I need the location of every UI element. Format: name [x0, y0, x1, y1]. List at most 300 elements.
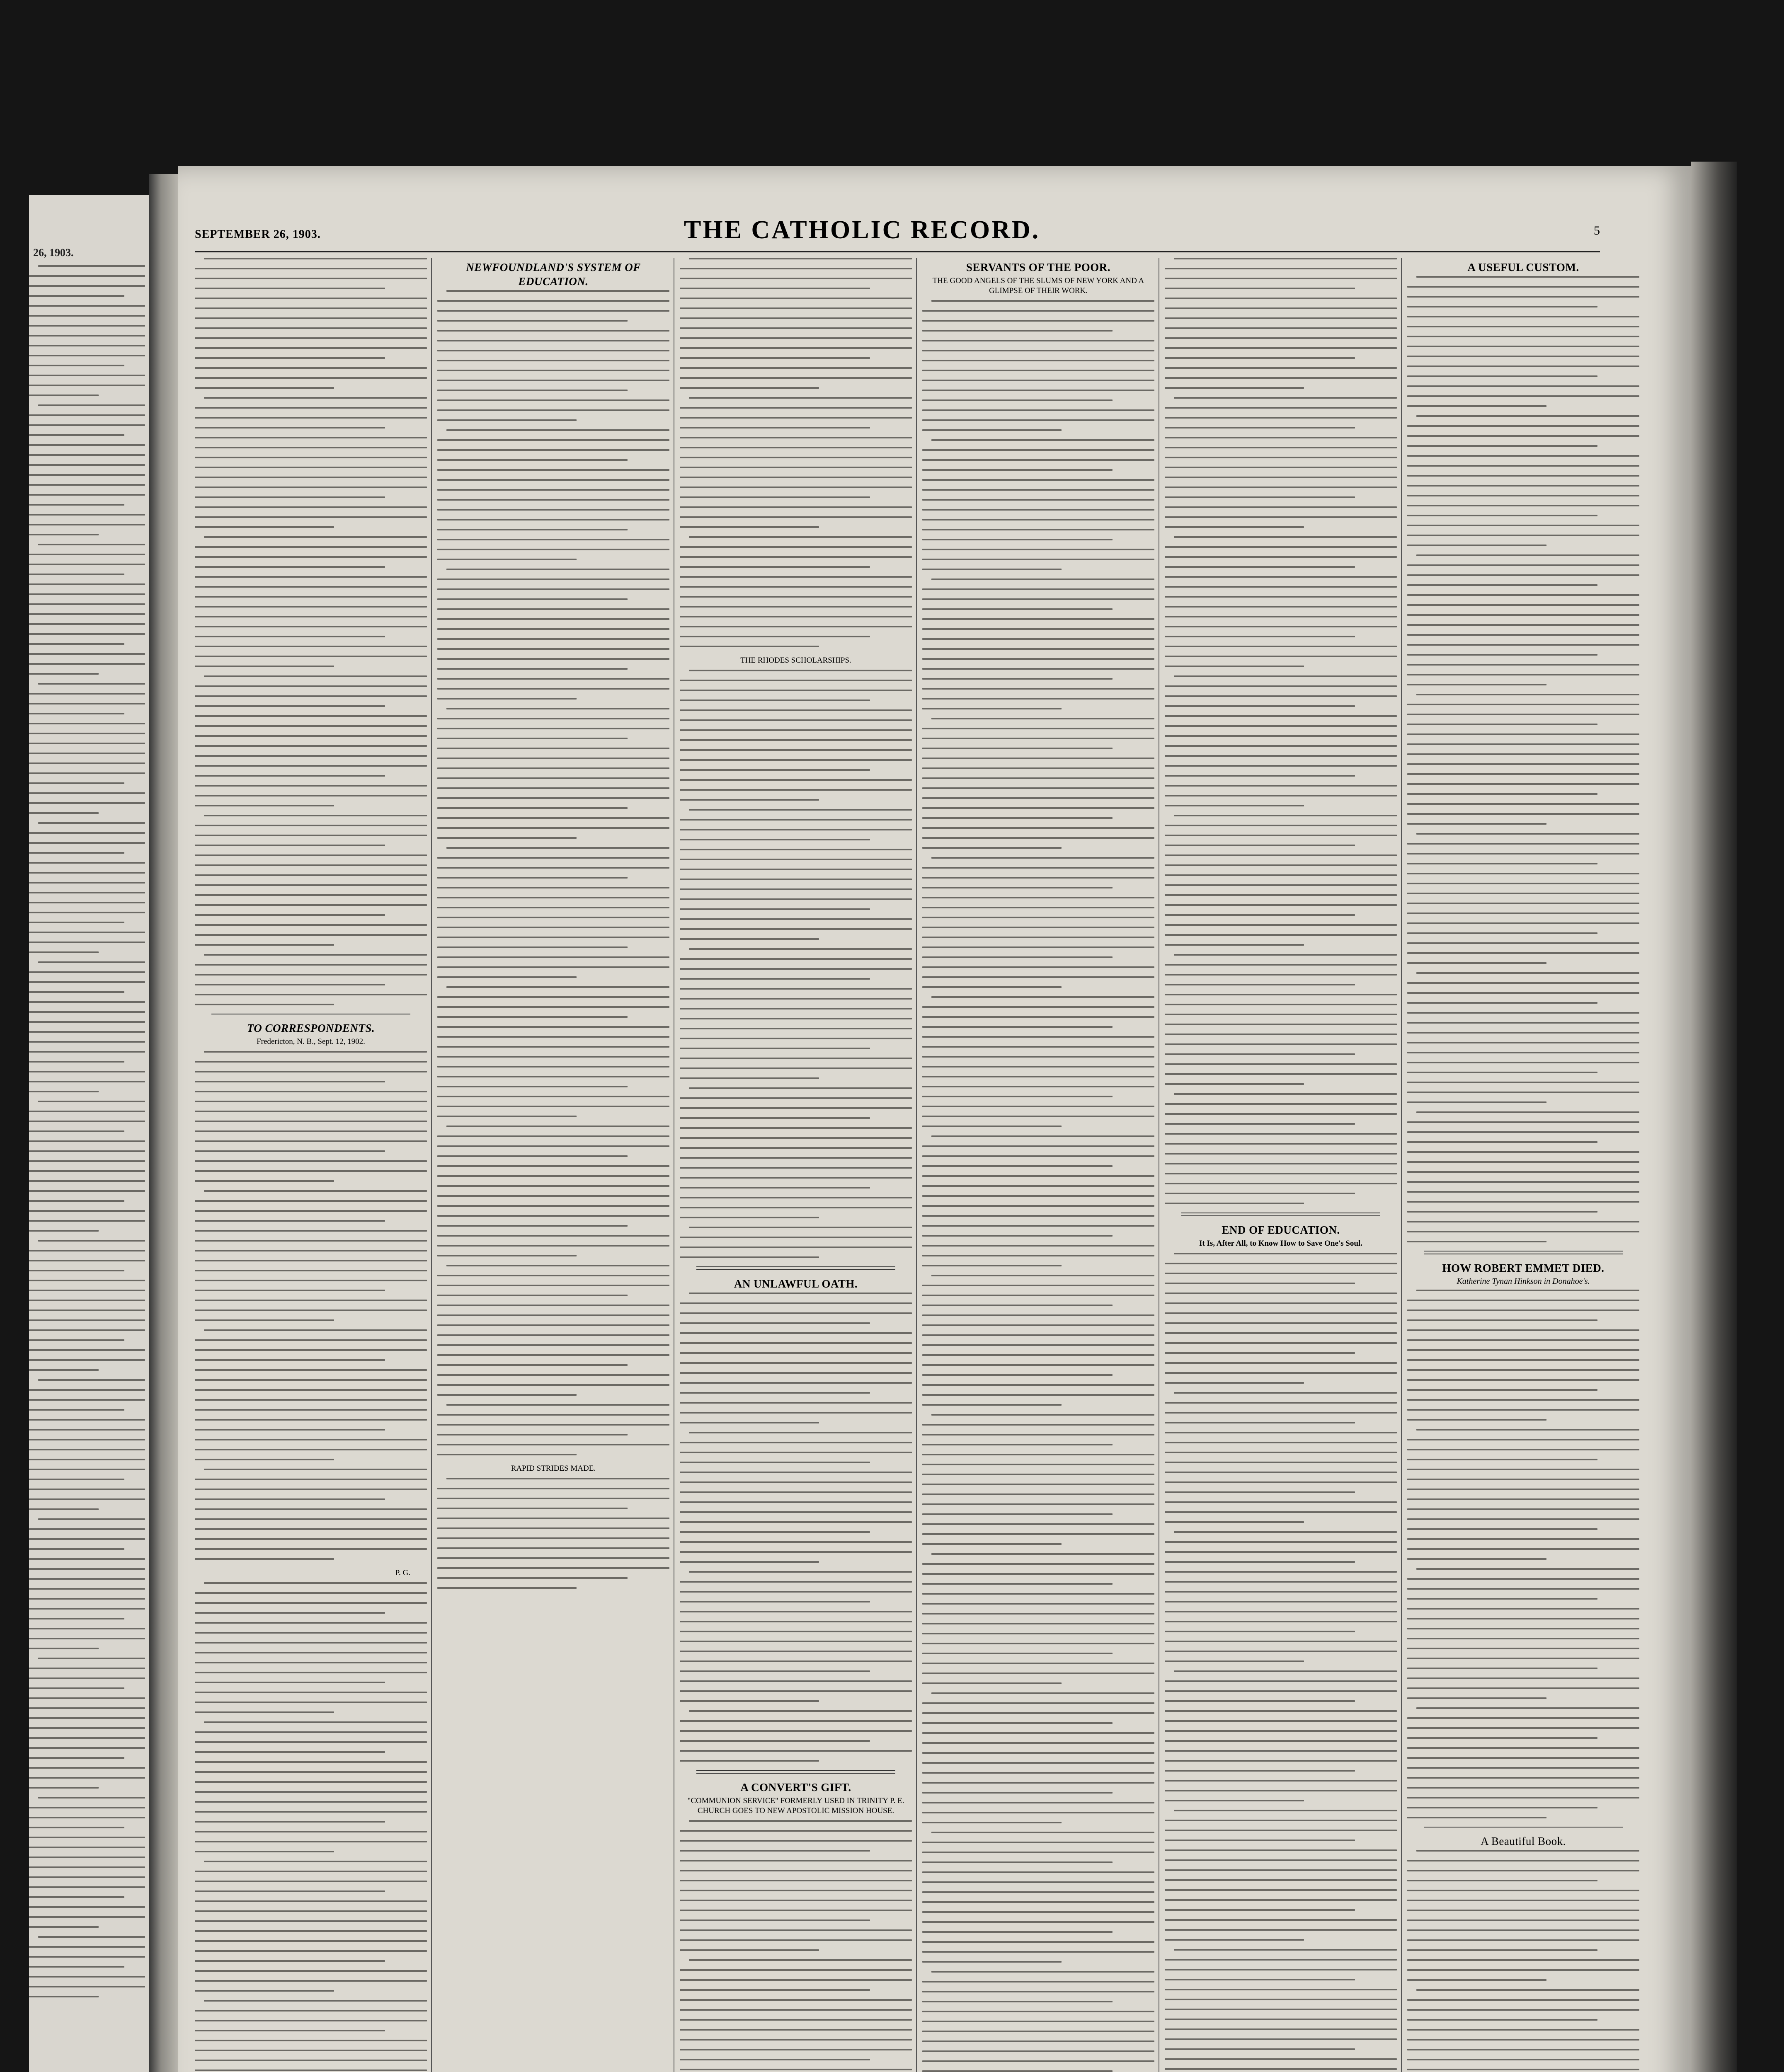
text-line	[1407, 664, 1639, 666]
text-line	[922, 1305, 1113, 1306]
text-line	[1165, 884, 1397, 886]
text-line	[680, 1422, 819, 1423]
text-line	[195, 1831, 427, 1832]
text-line	[1165, 1293, 1397, 1294]
text-line	[1407, 1231, 1639, 1232]
text-line	[29, 892, 145, 893]
text-line	[680, 1008, 912, 1009]
rapid-strides-body	[437, 1478, 669, 1589]
text-line	[922, 758, 1154, 759]
text-line	[680, 387, 819, 389]
text-line	[922, 1722, 1113, 1724]
text-line	[29, 1956, 145, 1958]
text-line	[195, 735, 427, 737]
text-line	[922, 1464, 1154, 1465]
rhodes-body	[680, 670, 912, 1258]
text-line	[1407, 863, 1597, 864]
text-line	[922, 986, 1062, 988]
text-line	[922, 1334, 1154, 1336]
text-line	[195, 1200, 427, 1202]
text-line	[1165, 1273, 1397, 1274]
text-line	[195, 516, 427, 518]
correspondents-dateline: Fredericton, N. B., Sept. 12, 1902.	[257, 1037, 365, 1046]
text-line	[195, 1508, 427, 1510]
text-line	[1165, 278, 1397, 279]
text-line	[195, 636, 385, 637]
text-line	[204, 675, 427, 677]
text-line	[38, 1518, 145, 1520]
text-line	[680, 1850, 870, 1852]
text-line	[195, 1280, 427, 1281]
text-line	[922, 1056, 1154, 1058]
text-line	[195, 387, 334, 389]
text-line	[922, 708, 1062, 709]
text-line	[1407, 753, 1639, 755]
text-line	[195, 775, 385, 777]
text-line	[437, 1577, 628, 1579]
text-line	[1407, 336, 1639, 337]
text-line	[1407, 604, 1639, 606]
text-line	[1174, 258, 1397, 259]
text-line	[1407, 982, 1639, 984]
text-line	[195, 1821, 385, 1823]
text-line	[922, 1633, 1154, 1634]
text-line	[1407, 1727, 1639, 1729]
column-3	[680, 258, 912, 2072]
text-line	[1165, 904, 1397, 906]
text-line	[1407, 1807, 1597, 1808]
text-line	[1165, 2019, 1397, 2020]
text-line	[1407, 2019, 1597, 2021]
text-line	[680, 799, 819, 801]
text-line	[689, 258, 912, 259]
text-line	[195, 1429, 385, 1431]
text-line	[29, 703, 145, 704]
text-line	[680, 988, 912, 990]
text-line	[38, 1658, 145, 1659]
text-line	[922, 956, 1113, 958]
text-line	[1407, 1349, 1639, 1351]
text-line	[437, 1215, 669, 1217]
text-line	[931, 439, 1154, 441]
text-line	[1165, 1561, 1355, 1563]
text-line	[922, 1861, 1113, 1863]
text-line	[1416, 1707, 1639, 1709]
text-line	[437, 837, 577, 839]
text-line	[922, 1852, 1154, 1853]
text-line	[437, 638, 669, 640]
text-line	[1407, 962, 1546, 964]
text-line	[195, 1389, 427, 1391]
text-line	[1165, 1382, 1304, 1384]
text-line	[1165, 337, 1397, 339]
text-line	[680, 556, 912, 558]
text-line	[1407, 385, 1639, 387]
text-line	[1407, 1628, 1639, 1629]
text-line	[437, 1547, 669, 1549]
text-line	[29, 424, 145, 426]
text-line	[195, 1260, 427, 1261]
text-line	[195, 1071, 427, 1072]
text-line	[195, 974, 427, 975]
text-line	[1407, 286, 1639, 288]
text-line	[38, 1936, 145, 1938]
text-line	[195, 1359, 385, 1361]
text-line	[689, 1959, 912, 1961]
text-line	[680, 1531, 870, 1533]
text-line	[922, 1623, 1154, 1624]
text-line	[195, 1449, 427, 1450]
text-line	[1165, 1123, 1355, 1125]
text-line	[1407, 1082, 1639, 1083]
text-line	[195, 327, 427, 329]
text-line	[680, 586, 912, 588]
text-line	[29, 514, 145, 516]
text-line	[195, 1349, 427, 1351]
text-line	[689, 948, 912, 950]
previous-page-date: 26, 1903.	[33, 247, 74, 259]
text-line	[1165, 1551, 1397, 1553]
text-line	[1407, 574, 1639, 576]
text-line	[1165, 1541, 1397, 1543]
text-line	[680, 879, 912, 880]
text-line	[1407, 1618, 1639, 1619]
text-line	[1165, 894, 1397, 896]
correspondents-reply	[195, 1582, 427, 2072]
text-line	[922, 588, 1154, 590]
text-line	[1407, 525, 1639, 526]
text-line	[437, 1175, 669, 1177]
page-number: 5	[1594, 224, 1600, 237]
text-line	[922, 549, 1154, 550]
text-line	[680, 1302, 912, 1304]
text-line	[1165, 526, 1304, 528]
text-line	[195, 1632, 427, 1634]
text-line	[689, 1087, 912, 1089]
text-line	[1165, 1362, 1397, 1364]
text-line	[922, 1782, 1154, 1784]
text-line	[680, 477, 912, 478]
text-line	[922, 1941, 1154, 1943]
text-line	[437, 966, 669, 968]
text-line	[1407, 644, 1639, 646]
text-line	[680, 918, 912, 920]
text-line	[437, 539, 669, 540]
text-line	[1165, 1641, 1397, 1642]
text-line	[204, 815, 427, 816]
text-line	[29, 902, 145, 903]
text-line	[1407, 564, 1639, 566]
text-line	[195, 566, 385, 568]
text-line	[195, 765, 427, 767]
text-line	[922, 638, 1154, 640]
text-line	[680, 1611, 912, 1612]
text-line	[1165, 944, 1304, 946]
text-line	[1165, 775, 1355, 777]
text-line	[437, 1225, 628, 1227]
text-line	[29, 1130, 124, 1132]
text-line	[195, 914, 385, 916]
text-line	[922, 1871, 1154, 1873]
text-line	[931, 1414, 1154, 1416]
text-line	[195, 685, 427, 687]
text-line	[204, 536, 427, 538]
text-line	[680, 739, 912, 741]
masthead-rule	[195, 251, 1600, 252]
text-line	[195, 646, 427, 647]
text-line	[1165, 1690, 1397, 1692]
text-line	[437, 787, 669, 789]
text-line	[437, 529, 628, 530]
text-line	[1165, 1053, 1355, 1055]
text-line	[195, 298, 427, 299]
text-line	[922, 927, 1154, 928]
text-line	[1407, 624, 1639, 626]
text-line	[922, 1374, 1113, 1376]
text-line	[922, 1673, 1154, 1674]
text-line	[1407, 793, 1597, 795]
text-line	[29, 1230, 99, 1232]
text-line	[1165, 1959, 1397, 1961]
text-line	[29, 1807, 145, 1808]
beautiful-book-body	[1407, 1850, 1639, 2072]
text-line	[680, 1740, 870, 1742]
emmet-headline: HOW ROBERT EMMET DIED.	[1442, 1262, 1605, 1274]
text-line	[29, 474, 145, 476]
text-line	[437, 718, 669, 719]
text-line	[922, 1364, 1154, 1366]
text-line	[1165, 825, 1397, 826]
text-line	[1407, 1929, 1639, 1931]
text-line	[29, 1508, 99, 1510]
text-line	[29, 782, 124, 784]
text-line	[922, 489, 1154, 491]
text-line	[1174, 1949, 1397, 1951]
text-line	[689, 1710, 912, 1712]
text-line	[922, 1981, 1154, 1982]
text-line	[437, 598, 628, 600]
text-line	[437, 1096, 669, 1097]
text-line	[195, 1761, 427, 1763]
text-line	[680, 636, 870, 637]
text-line	[446, 569, 669, 570]
text-line	[29, 1150, 145, 1152]
text-line	[922, 966, 1154, 968]
text-line	[29, 1697, 145, 1699]
text-line	[922, 1354, 1154, 1356]
text-line	[195, 2060, 427, 2061]
text-line	[680, 968, 912, 970]
text-line	[1165, 2038, 1397, 2040]
text-line	[195, 1662, 427, 1663]
text-line	[922, 2021, 1154, 2022]
text-line	[680, 278, 912, 279]
text-line	[437, 1364, 628, 1366]
text-line	[29, 1091, 99, 1092]
text-line	[680, 829, 912, 830]
text-line	[1165, 616, 1397, 617]
text-line	[1407, 743, 1639, 745]
text-line	[680, 928, 912, 930]
text-line	[680, 1670, 870, 1672]
text-line	[29, 1857, 145, 1858]
text-line	[689, 1227, 912, 1228]
text-line	[437, 1454, 577, 1455]
text-line	[931, 718, 1154, 719]
useful-custom-body	[1407, 276, 1639, 1242]
text-line	[1407, 773, 1639, 775]
text-line	[29, 1031, 145, 1033]
text-line	[680, 700, 870, 701]
text-line	[1407, 1860, 1639, 1861]
text-line	[680, 1462, 870, 1463]
text-line	[29, 1270, 124, 1271]
text-line	[29, 673, 99, 675]
text-line	[931, 1275, 1154, 1276]
text-line	[1407, 545, 1546, 546]
text-line	[1174, 675, 1397, 677]
text-line	[437, 1374, 669, 1376]
text-line	[1407, 1092, 1639, 1093]
text-line	[446, 1126, 669, 1127]
text-line	[1165, 566, 1355, 568]
text-line	[922, 320, 1154, 322]
text-line	[922, 1484, 1154, 1485]
text-line	[29, 1359, 145, 1361]
text-line	[195, 874, 427, 876]
text-line	[680, 337, 912, 339]
text-line	[29, 802, 145, 804]
text-line	[680, 646, 819, 647]
text-line	[437, 857, 669, 859]
text-line	[1416, 1989, 1639, 1991]
text-line	[29, 1906, 145, 1908]
text-line	[437, 360, 669, 361]
text-line	[29, 912, 145, 913]
text-line	[437, 340, 669, 341]
text-line	[1407, 1479, 1639, 1480]
text-line	[922, 598, 1154, 600]
text-line	[195, 1170, 427, 1172]
text-line	[195, 1140, 427, 1142]
text-line	[195, 596, 427, 598]
text-line	[1407, 913, 1639, 914]
text-line	[1165, 2068, 1397, 2070]
text-line	[437, 608, 669, 610]
text-line	[680, 1382, 912, 1384]
text-line	[1165, 1750, 1397, 1752]
text-line	[1165, 1442, 1397, 1443]
text-line	[29, 1449, 145, 1450]
text-line	[437, 588, 669, 590]
text-line	[680, 998, 912, 1000]
text-line	[680, 1362, 912, 1364]
text-line	[29, 812, 99, 814]
text-line	[680, 2019, 912, 2021]
text-line	[922, 340, 1154, 341]
text-line	[922, 1653, 1113, 1654]
text-line	[1165, 845, 1355, 846]
text-line	[1165, 1511, 1397, 1513]
text-line	[195, 1379, 427, 1381]
text-line	[680, 566, 870, 568]
text-line	[1407, 455, 1639, 457]
text-line	[680, 849, 912, 850]
text-line	[1165, 835, 1397, 836]
text-line	[1165, 626, 1397, 627]
text-line	[446, 290, 669, 292]
text-line	[195, 1741, 427, 1743]
text-line	[1165, 1591, 1397, 1593]
text-line	[195, 1612, 385, 1614]
text-line	[29, 1329, 145, 1331]
text-line	[29, 1737, 145, 1739]
text-line	[1407, 1012, 1639, 1014]
text-line	[1407, 2069, 1639, 2070]
text-line	[29, 1439, 145, 1440]
text-line	[437, 1056, 669, 1058]
text-line	[1416, 833, 1639, 835]
text-line	[29, 1558, 145, 1560]
text-line	[1407, 1949, 1597, 1951]
text-line	[195, 1642, 427, 1644]
text-line	[922, 2041, 1154, 2042]
text-line	[922, 1543, 1062, 1545]
text-line	[1165, 516, 1397, 518]
text-line	[1407, 823, 1546, 825]
text-line	[437, 1145, 669, 1147]
text-line	[195, 1111, 427, 1112]
text-line	[922, 1285, 1154, 1286]
text-line	[680, 680, 912, 681]
text-line	[1407, 306, 1597, 307]
text-line	[1416, 1429, 1639, 1431]
text-line	[437, 1305, 669, 1306]
text-line	[1165, 984, 1355, 985]
text-line	[922, 1911, 1154, 1913]
text-line	[1407, 843, 1639, 845]
text-line	[437, 350, 669, 351]
text-line	[195, 705, 385, 707]
text-line	[195, 1419, 427, 1421]
text-line	[29, 1638, 145, 1639]
text-line	[922, 1663, 1154, 1664]
text-line	[195, 864, 427, 866]
text-line	[1165, 1760, 1397, 1762]
text-line	[1407, 614, 1639, 616]
text-line	[195, 1310, 427, 1311]
text-line	[1165, 1173, 1397, 1174]
text-line	[680, 1601, 870, 1602]
text-line	[437, 1384, 669, 1386]
text-line	[437, 658, 669, 660]
text-line	[680, 437, 912, 438]
text-line	[29, 842, 145, 844]
text-line	[922, 1185, 1154, 1187]
text-line	[1165, 1631, 1355, 1632]
text-line	[195, 1731, 427, 1733]
text-line	[29, 1528, 145, 1530]
text-line	[922, 1931, 1113, 1933]
text-line	[922, 1603, 1154, 1605]
text-line	[1407, 1211, 1597, 1213]
text-line	[680, 1641, 912, 1642]
text-line	[1407, 1002, 1597, 1004]
text-line	[437, 1106, 669, 1107]
text-line	[437, 1334, 669, 1336]
text-line	[1165, 924, 1397, 926]
text-line	[195, 795, 427, 796]
